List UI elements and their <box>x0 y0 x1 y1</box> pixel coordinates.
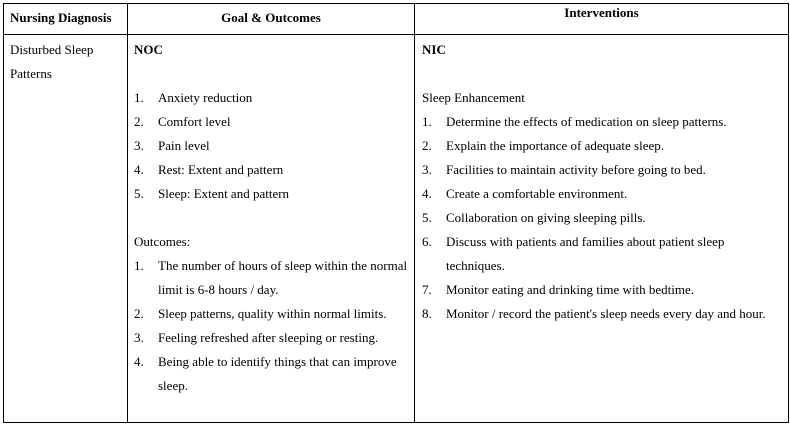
spacer <box>134 62 414 86</box>
list-item-text: The number of hours of sleep within the normal limit is 6-8 hours / day. <box>158 258 408 297</box>
list-item-number: 5. <box>422 210 432 225</box>
header-interventions: Interventions <box>415 4 789 35</box>
list-item <box>422 110 788 134</box>
header-row <box>4 4 789 35</box>
list-item-text: Being able to identify things that can improve sleep. <box>158 354 397 393</box>
list-item-number: 2. <box>422 138 432 153</box>
header-goal-outcomes: Goal & Outcomes <box>128 4 415 35</box>
list-item-text: Discuss with patients and families about patient sleep techniques. <box>446 234 725 273</box>
nic-label: NIC <box>422 42 446 57</box>
list-item-number: 7. <box>422 282 432 297</box>
list-item <box>422 302 788 326</box>
list-item-number: 5. <box>134 186 144 201</box>
list-item-text: Rest: Extent and pattern <box>158 162 284 177</box>
nursing-care-plan-table <box>3 3 789 423</box>
diagnosis-text: Disturbed Sleep Patterns <box>10 42 94 81</box>
list-item <box>134 182 414 206</box>
list-item-number: 3. <box>422 162 432 177</box>
list-item-text: Monitor eating and drinking time with bedtime. <box>446 282 695 297</box>
interventions-list <box>422 110 788 326</box>
list-item <box>134 326 414 350</box>
list-item <box>422 230 788 278</box>
list-item-number: 2. <box>134 306 144 321</box>
list-item-text: Feeling refreshed after sleeping or resting. <box>158 330 379 345</box>
list-item <box>422 278 788 302</box>
list-item-text: Explain the importance of adequate sleep. <box>446 138 665 153</box>
list-item-number: 1. <box>134 258 144 273</box>
list-item <box>134 350 414 398</box>
interventions-cell <box>415 35 789 423</box>
list-item <box>422 206 788 230</box>
list-item-number: 4. <box>134 354 144 369</box>
list-item <box>134 110 414 134</box>
list-item-text: Sleep: Extent and pattern <box>158 186 290 201</box>
list-item-number: 3. <box>134 138 144 153</box>
noc-label: NOC <box>134 42 163 57</box>
goal-outcomes-cell <box>128 35 415 423</box>
list-item-text: Sleep patterns, quality within normal limits. <box>158 306 387 321</box>
noc-list <box>134 86 414 206</box>
outcomes-label: Outcomes: <box>134 234 191 249</box>
diagnosis-cell <box>4 35 128 423</box>
sleep-enhancement-subtitle: Sleep Enhancement <box>422 90 525 105</box>
list-item-text: Facilities to maintain activity before going to bed. <box>446 162 706 177</box>
body-row <box>4 35 789 423</box>
list-item-number: 6. <box>422 234 432 249</box>
list-item <box>422 182 788 206</box>
list-item-number: 4. <box>422 186 432 201</box>
spacer <box>134 206 414 230</box>
spacer <box>422 62 788 86</box>
list-item-number: 3. <box>134 330 144 345</box>
header-nursing-diagnosis: Nursing Diagnosis <box>4 4 128 35</box>
list-item-number: 2. <box>134 114 144 129</box>
list-item-text: Comfort level <box>158 114 231 129</box>
list-item-number: 1. <box>422 114 432 129</box>
list-item-number: 1. <box>134 90 144 105</box>
list-item <box>134 254 414 302</box>
outcomes-list <box>134 254 414 398</box>
list-item <box>422 158 788 182</box>
list-item-text: Pain level <box>158 138 210 153</box>
list-item-text: Monitor / record the patient's sleep needs every day and hour. <box>446 306 766 321</box>
list-item <box>134 134 414 158</box>
list-item-number: 4. <box>134 162 144 177</box>
list-item <box>422 134 788 158</box>
list-item-text: Anxiety reduction <box>158 90 253 105</box>
list-item-text: Create a comfortable environment. <box>446 186 628 201</box>
list-item-text: Collaboration on giving sleeping pills. <box>446 210 646 225</box>
list-item-text: Determine the effects of medication on sleep patterns. <box>446 114 727 129</box>
list-item-number: 8. <box>422 306 432 321</box>
list-item <box>134 86 414 110</box>
list-item <box>134 158 414 182</box>
list-item <box>134 302 414 326</box>
